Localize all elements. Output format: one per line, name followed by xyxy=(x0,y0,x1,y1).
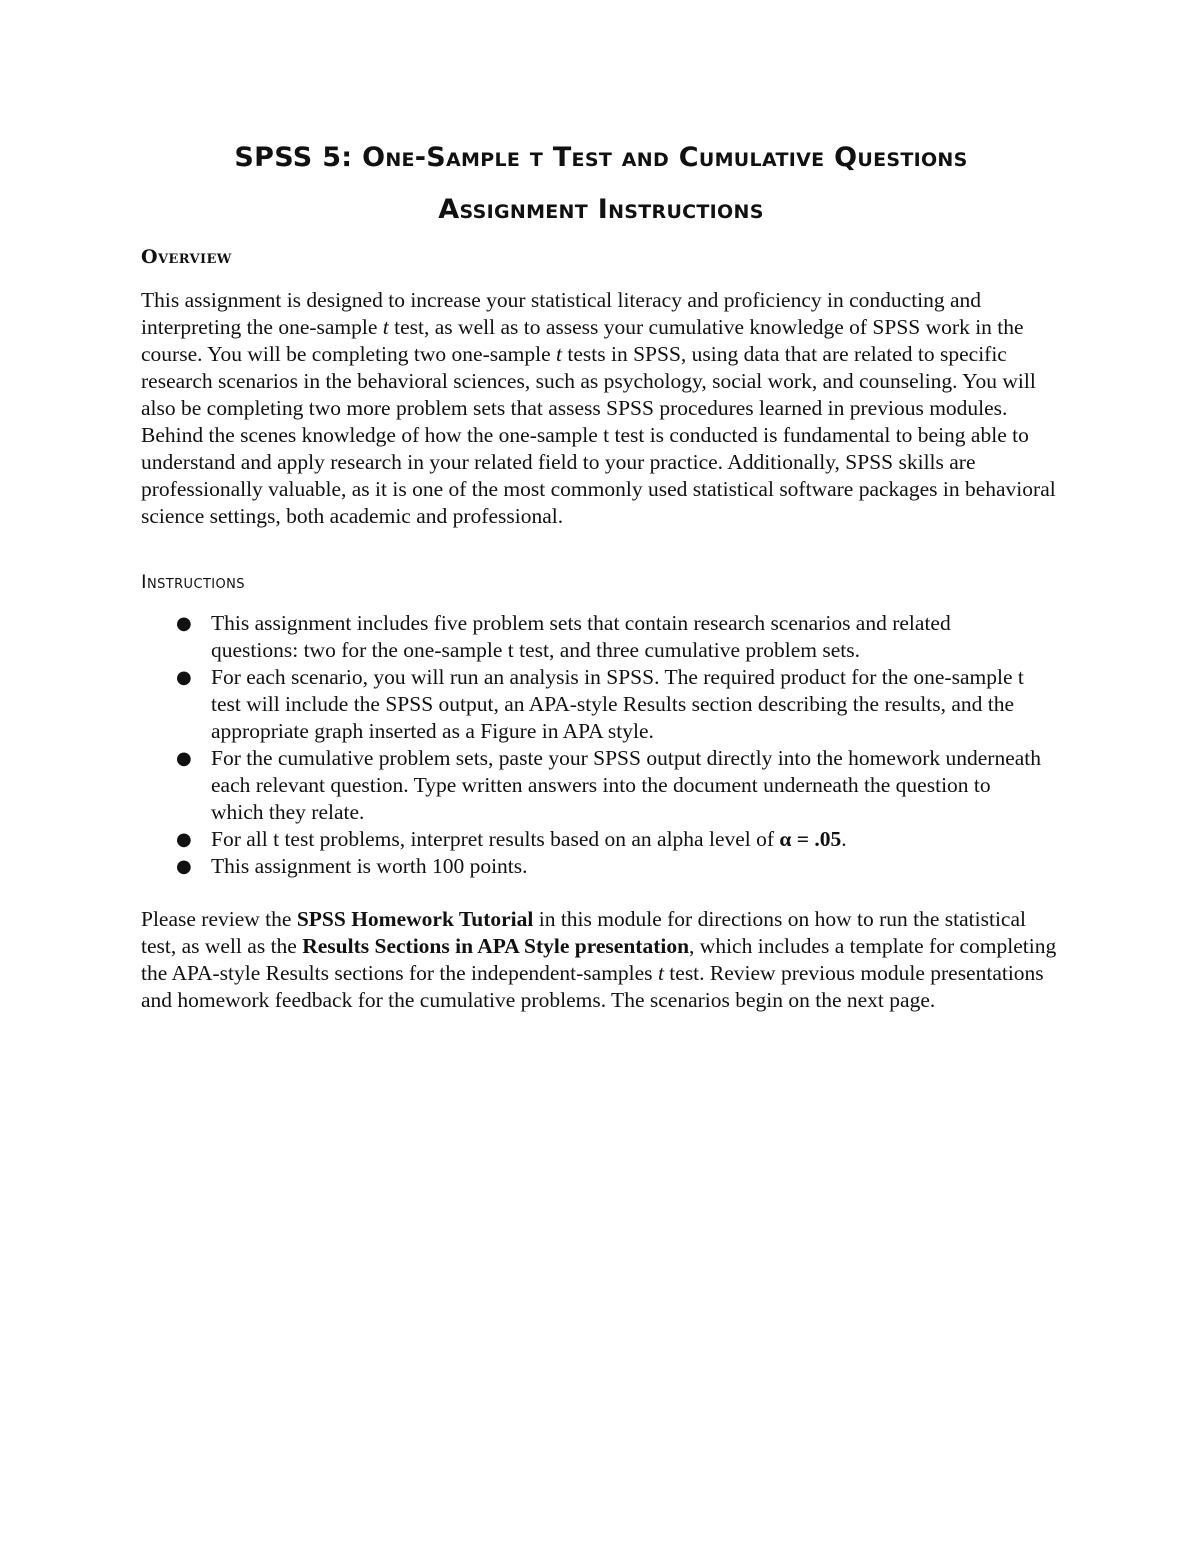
closing-text-3: , which includes a template for completing the APA-style Results sections for the independent-samples xyxy=(141,934,1057,985)
closing-t: t xyxy=(657,961,664,985)
instructions-list xyxy=(141,610,1061,880)
list-item-text: For each scenario, you will run an analysis in SPSS. The required product for the one-sample t test will include the SPSS output, an APA-style Results section describing the results, and the appropriate graph inserted as a Figure in APA style. xyxy=(211,665,1024,743)
overview-heading: Overview xyxy=(141,246,232,268)
list-item xyxy=(141,610,1041,664)
list-item xyxy=(141,745,1041,826)
document-title: SPSS 5: One-Sample t Test and Cumulative Questions xyxy=(234,142,968,173)
bullet-icon: ● xyxy=(176,856,192,877)
bullet-icon: ● xyxy=(176,613,192,634)
list-item-text: This assignment is worth 100 points. xyxy=(211,854,528,878)
overview-text-1: This assignment is designed to increase your statistical literacy and proficiency in conducting and interpreting the one-sample xyxy=(141,288,982,339)
spss-tutorial-reference: SPSS Homework Tutorial xyxy=(296,907,534,931)
list-item xyxy=(141,826,1041,853)
list-item-text: For all t test problems, interpret results based on an alpha level of xyxy=(211,827,780,851)
list-item-text: For the cumulative problem sets, paste your SPSS output directly into the homework underneath each relevant question. Type written answers into the document underneath the question to which they relate. xyxy=(211,746,1042,824)
overview-paragraph xyxy=(141,287,1061,530)
bullet-icon: ● xyxy=(176,667,192,688)
closing-text-2: in this module for directions on how to run the statistical test, as well as the xyxy=(141,907,1026,958)
overview-t-2: t xyxy=(556,342,562,366)
list-item-text-end: . xyxy=(841,827,847,851)
overview-t-1: t xyxy=(382,315,389,339)
list-item xyxy=(141,664,1041,745)
list-item-text: This assignment includes five problem sets that contain research scenarios and related questions: two for the one-sample t test, and three cumulative problem sets. xyxy=(211,611,951,662)
instructions-heading: Instructions xyxy=(141,571,245,593)
closing-text-1: Please review the xyxy=(141,907,297,931)
alpha-value: α = .05 xyxy=(779,827,842,851)
bullet-icon: ● xyxy=(176,748,192,769)
overview-text-3: tests in SPSS, using data that are related to specific research scenarios in the behavioral sciences, such as psychology, social work, and counseling. You will also be completing two more problem sets that assess SPSS procedures learned in previous modules. Behind the scenes knowledge of how the one-sample t test is conducted is fundamental to being able to understand and apply research in your related field to your practice. Additionally, SPSS skills are professionally valuable, as it is one of the most commonly used statistical software packages in behavioral science settings, both academic and professional. xyxy=(141,342,1056,528)
bullet-icon: ● xyxy=(176,829,192,850)
document-subtitle: Assignment Instructions xyxy=(438,194,764,225)
overview-text-2: test, as well as to assess your cumulative knowledge of SPSS work in the course. You will be completing two one-sample xyxy=(141,315,1024,366)
apa-presentation-reference: Results Sections in APA Style presentation xyxy=(302,934,690,958)
list-item xyxy=(141,853,1041,880)
closing-paragraph xyxy=(141,906,1061,1014)
closing-text-4: test. Review previous module presentations and homework feedback for the cumulative problems. The scenarios begin on the next page. xyxy=(141,961,1044,1012)
